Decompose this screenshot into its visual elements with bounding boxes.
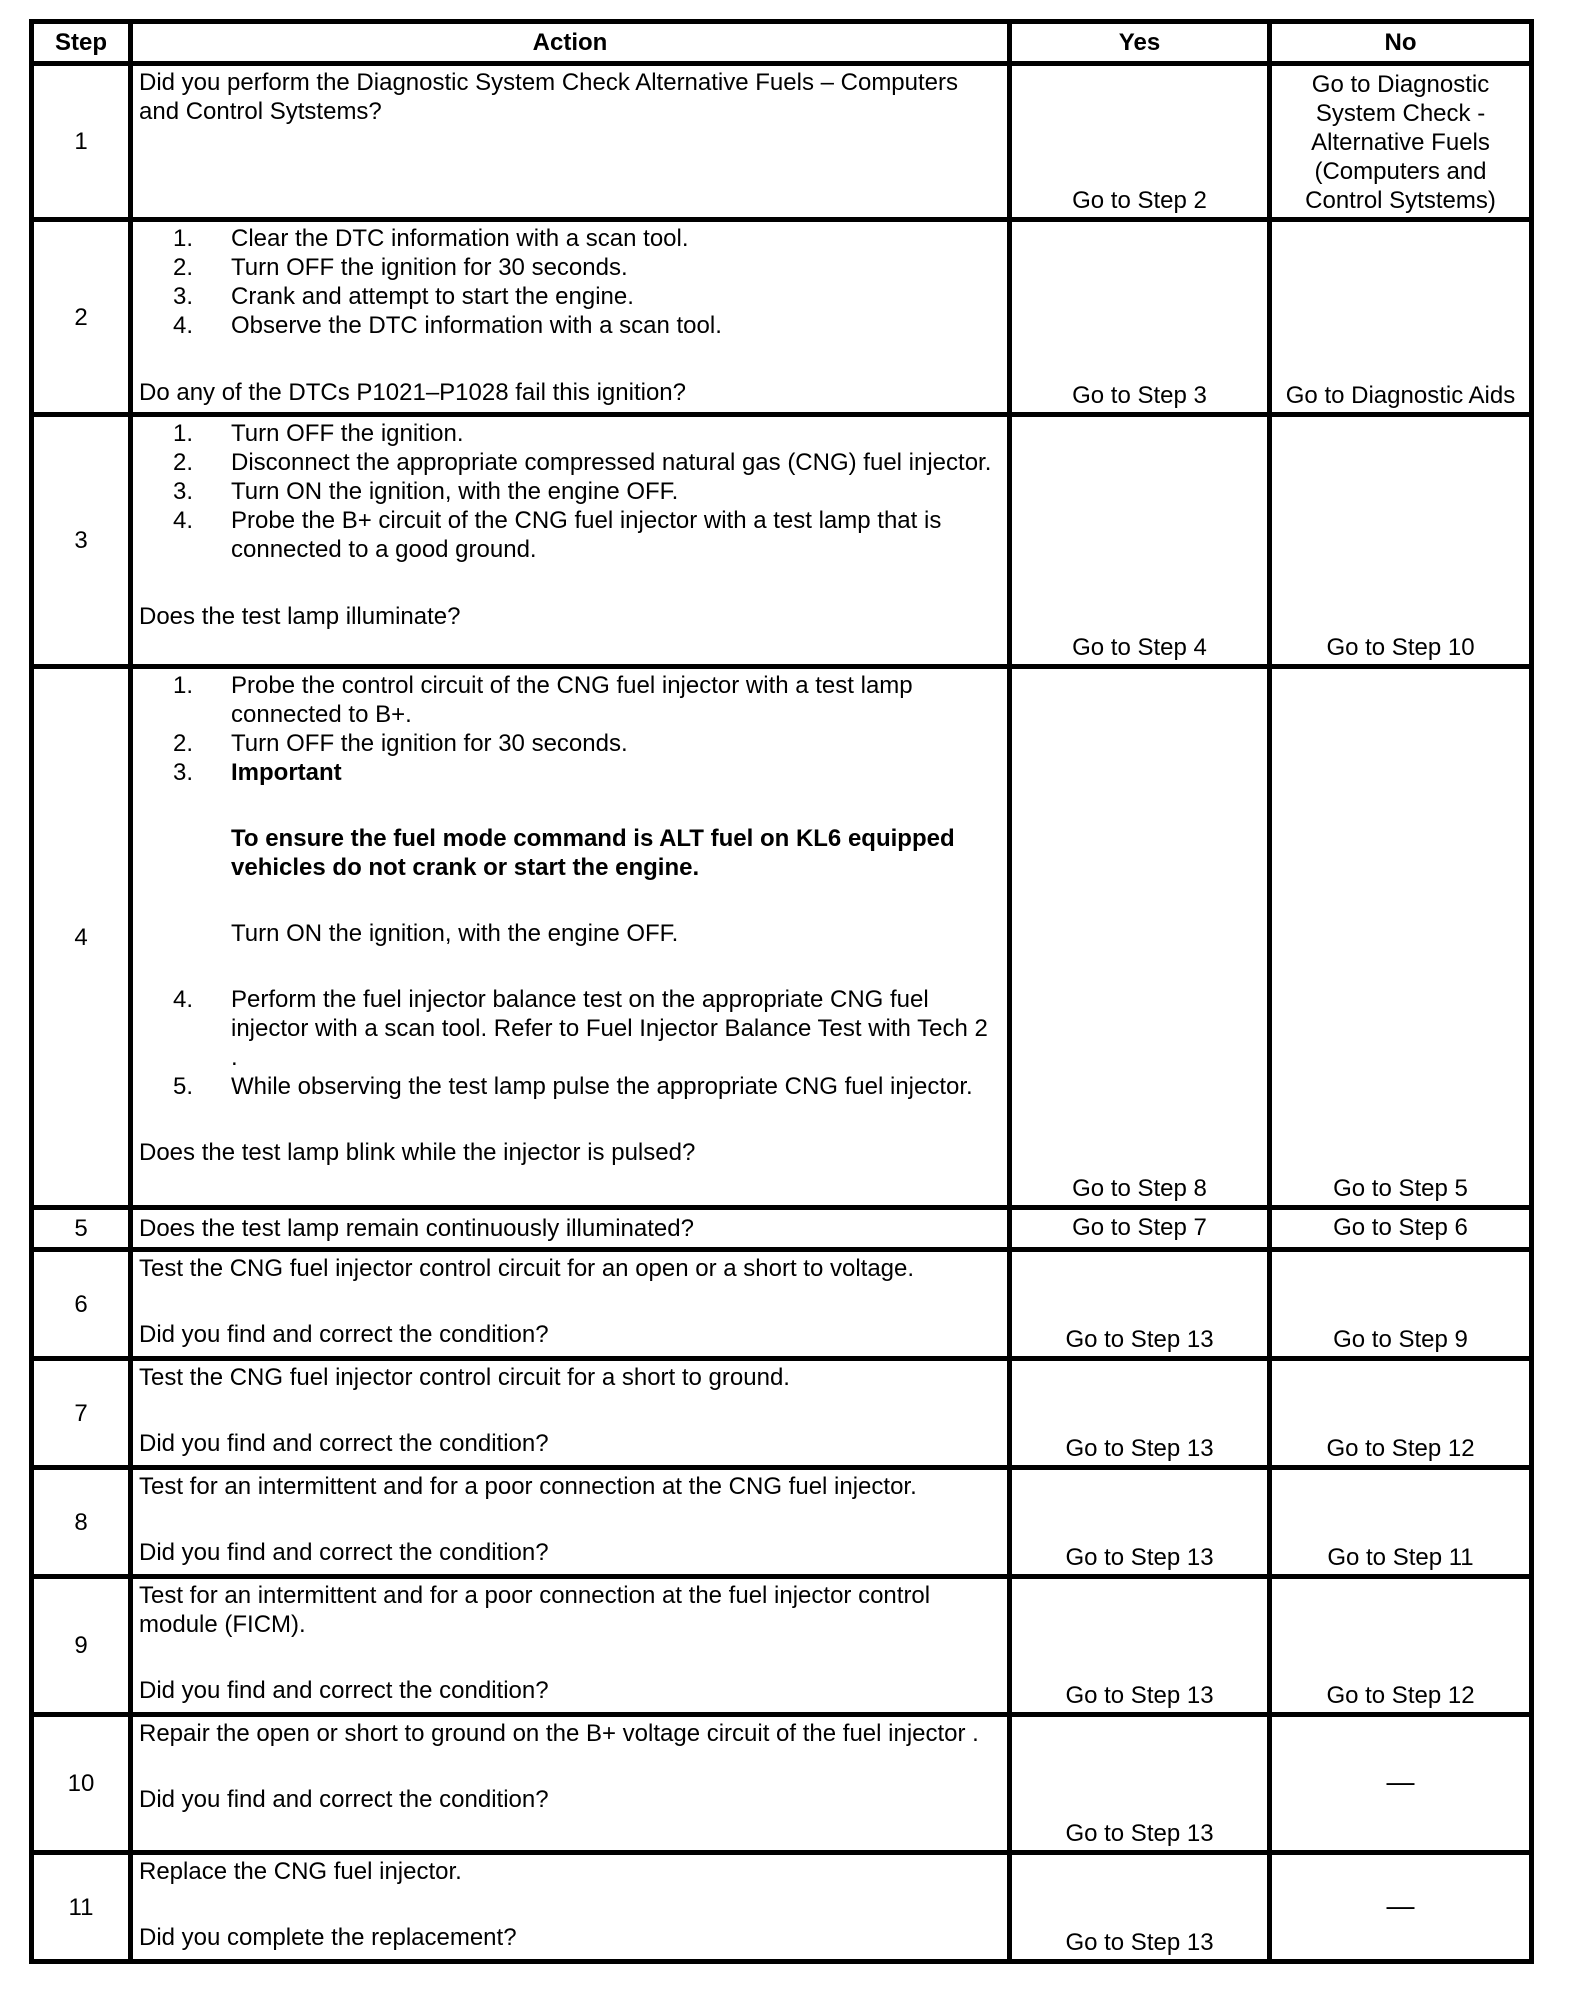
list-text: Disconnect the appropriate compressed natural gas (CNG) fuel injector.: [231, 449, 992, 476]
no-cell: Go to Step 10: [1270, 415, 1532, 667]
header-step: Step: [32, 22, 131, 64]
list-item: [139, 282, 1001, 311]
table-row: [32, 64, 1532, 220]
table-row: [32, 1577, 1532, 1715]
action-text: Test for an intermittent and for a poor connection at the fuel injector control module (FICM).: [139, 1582, 931, 1638]
table-row: [32, 1208, 1532, 1250]
step-number: 10: [32, 1715, 131, 1853]
list-number: 2.: [172, 449, 193, 476]
action-list: [139, 224, 1001, 340]
step-number: 3: [32, 415, 131, 667]
table-row: [32, 220, 1532, 415]
yes-cell: Go to Step 13: [1010, 1468, 1270, 1577]
yes-cell: Go to Step 13: [1010, 1577, 1270, 1715]
no-cell: Go to Diagnostic System Check - Alternative Fuels (Computers and Control Sytstems): [1270, 64, 1532, 220]
step-number: 11: [32, 1853, 131, 1962]
action-list: [139, 985, 1001, 1101]
step-number: 5: [32, 1208, 131, 1250]
list-item: [139, 448, 1001, 477]
step-number: 2: [32, 220, 131, 415]
list-text: Perform the fuel injector balance test on the appropriate CNG fuel injector with a scan tool. Refer to Fuel Injector Balance Test with Tech 2 .: [231, 986, 988, 1071]
action-cell: [131, 1468, 1010, 1577]
step3-instruction: Turn ON the ignition, with the engine OFF.: [231, 920, 679, 947]
yes-cell: Go to Step 13: [1010, 1715, 1270, 1853]
action-text: Test for an intermittent and for a poor connection at the CNG fuel injector.: [139, 1473, 917, 1500]
dash-mark: —: [1386, 1766, 1415, 1797]
list-item: [139, 477, 1001, 506]
action-text: Does the test lamp remain continuously illuminated?: [139, 1215, 694, 1242]
question-text: Does the test lamp blink while the injector is pulsed?: [139, 1139, 696, 1166]
list-item: [139, 224, 1001, 253]
table-row: [32, 1715, 1532, 1853]
list-item: [139, 671, 1001, 729]
yes-cell: Go to Step 2: [1010, 64, 1270, 220]
list-item: [139, 253, 1001, 282]
action-cell: [131, 220, 1010, 415]
yes-cell: Go to Step 8: [1010, 667, 1270, 1208]
no-cell: [1270, 1853, 1532, 1962]
action-cell: [131, 667, 1010, 1208]
diagnostic-table: [29, 19, 1534, 1964]
table-row: [32, 667, 1532, 1208]
question-text: Did you find and correct the condition?: [139, 1430, 549, 1457]
list-number: 4.: [172, 507, 193, 534]
question-text: Do any of the DTCs P1021–P1028 fail this ignition?: [139, 379, 686, 406]
list-number: 2.: [172, 730, 193, 757]
action-cell: [131, 1715, 1010, 1853]
yes-cell: Go to Step 13: [1010, 1853, 1270, 1962]
list-number: 5.: [172, 1073, 193, 1100]
list-number: 2.: [172, 254, 193, 281]
list-number: 1.: [172, 672, 193, 699]
list-number: 1.: [172, 225, 193, 252]
action-cell: [131, 1577, 1010, 1715]
list-item: [139, 758, 1001, 787]
list-text: While observing the test lamp pulse the appropriate CNG fuel injector.: [231, 1073, 973, 1100]
table-row: [32, 1853, 1532, 1962]
list-number: 1.: [172, 420, 193, 447]
step-number: 6: [32, 1250, 131, 1359]
yes-cell: Go to Step 13: [1010, 1359, 1270, 1468]
action-cell: [131, 1359, 1010, 1468]
no-cell: Go to Step 6: [1270, 1208, 1532, 1250]
header-yes: Yes: [1010, 22, 1270, 64]
action-cell: [131, 415, 1010, 667]
step-number: 1: [32, 64, 131, 220]
list-item: [139, 985, 1001, 1072]
list-number: 3.: [172, 478, 193, 505]
list-item: [139, 1072, 1001, 1101]
list-item: [139, 506, 1001, 564]
important-label: Important: [231, 759, 342, 786]
list-text: Turn OFF the ignition for 30 seconds.: [231, 254, 628, 281]
list-text: Turn OFF the ignition for 30 seconds.: [231, 730, 628, 757]
header-action: Action: [131, 22, 1010, 64]
step-number: 9: [32, 1577, 131, 1715]
yes-cell: Go to Step 3: [1010, 220, 1270, 415]
list-text: Crank and attempt to start the engine.: [231, 283, 634, 310]
list-number: 3.: [172, 759, 193, 786]
list-text: Probe the control circuit of the CNG fuel injector with a test lamp connected to B+.: [231, 672, 913, 728]
step-number: 4: [32, 667, 131, 1208]
no-cell: [1270, 1715, 1532, 1853]
list-text: Observe the DTC information with a scan tool.: [231, 312, 722, 339]
list-item: [139, 311, 1001, 340]
action-list: [139, 671, 1001, 787]
important-note: To ensure the fuel mode command is ALT fuel on KL6 equipped vehicles do not crank or start the engine.: [231, 825, 955, 881]
no-cell: Go to Step 12: [1270, 1577, 1532, 1715]
no-cell: Go to Step 12: [1270, 1359, 1532, 1468]
question-text: Does the test lamp illuminate?: [139, 603, 461, 630]
question-text: Did you complete the replacement?: [139, 1924, 517, 1951]
question-text: Did you find and correct the condition?: [139, 1539, 549, 1566]
list-number: 4.: [172, 986, 193, 1013]
action-text: Did you perform the Diagnostic System Check Alternative Fuels – Computers and Control Sytstems?: [139, 69, 959, 125]
action-cell: [131, 1250, 1010, 1359]
header-row: [32, 22, 1532, 64]
question-text: Did you find and correct the condition?: [139, 1786, 549, 1813]
header-no: No: [1270, 22, 1532, 64]
no-cell: Go to Step 9: [1270, 1250, 1532, 1359]
table-row: [32, 1468, 1532, 1577]
action-text: Repair the open or short to ground on the B+ voltage circuit of the fuel injector .: [139, 1720, 979, 1747]
list-item: [139, 729, 1001, 758]
list-text: Probe the B+ circuit of the CNG fuel injector with a test lamp that is connected to a good ground.: [231, 507, 942, 563]
action-cell: [131, 1208, 1010, 1250]
action-list: [139, 419, 1001, 564]
no-cell: Go to Step 5: [1270, 667, 1532, 1208]
no-cell: Go to Diagnostic Aids: [1270, 220, 1532, 415]
question-text: Did you find and correct the condition?: [139, 1677, 549, 1704]
action-cell: [131, 1853, 1010, 1962]
action-text: Replace the CNG fuel injector.: [139, 1858, 462, 1885]
list-number: 4.: [172, 312, 193, 339]
dash-mark: —: [1386, 1889, 1415, 1921]
yes-cell: Go to Step 7: [1010, 1208, 1270, 1250]
list-number: 3.: [172, 283, 193, 310]
action-text: Test the CNG fuel injector control circuit for an open or a short to voltage.: [139, 1255, 915, 1282]
step-number: 7: [32, 1359, 131, 1468]
yes-cell: Go to Step 13: [1010, 1250, 1270, 1359]
action-text: Test the CNG fuel injector control circuit for a short to ground.: [139, 1364, 790, 1391]
table-row: [32, 1250, 1532, 1359]
yes-cell: Go to Step 4: [1010, 415, 1270, 667]
list-item: [139, 419, 1001, 448]
list-text: Turn ON the ignition, with the engine OFF.: [231, 478, 679, 505]
action-cell: [131, 64, 1010, 220]
list-text: Turn OFF the ignition.: [231, 420, 464, 447]
table-row: [32, 415, 1532, 667]
step-number: 8: [32, 1468, 131, 1577]
no-cell: Go to Step 11: [1270, 1468, 1532, 1577]
question-text: Did you find and correct the condition?: [139, 1321, 549, 1348]
table-row: [32, 1359, 1532, 1468]
list-text: Clear the DTC information with a scan tool.: [231, 225, 689, 252]
